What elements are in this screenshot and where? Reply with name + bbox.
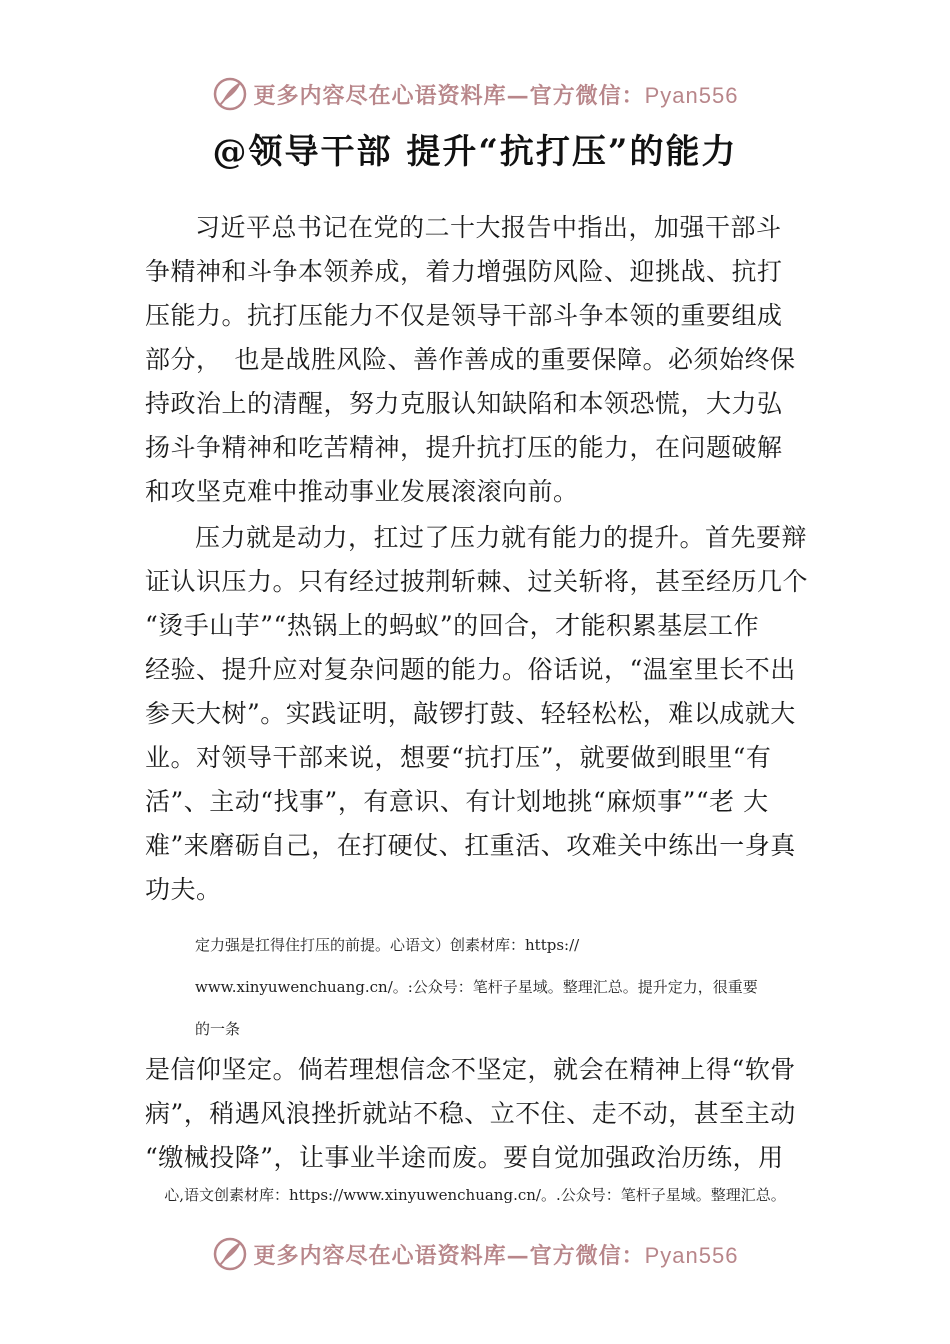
feather-pen-logo-icon [212, 1236, 248, 1272]
banner-text: 更多内容尽在心语资料库—官方微信：Pyan556 [253, 82, 739, 109]
paragraph-2-line: 活”、主动“找事”，有意识、有计划地挑“麻烦事”“老 大 [145, 787, 769, 816]
small-note-line: 的一条 [195, 1020, 241, 1038]
wechat-handle: Pyan556 [644, 82, 739, 108]
paragraph-2-line: 难”来磨砺自己，在打硬仗、扛重活、攻难关中练出一身真 [145, 831, 796, 860]
footer-banner [0, 1232, 950, 1276]
paragraph-3-line: “缴械投降”，让事业半途而废。要自觉加强政治历练，用 [145, 1143, 784, 1172]
paragraph-1-line: 部分， 也是战胜风险、善作善成的重要保障。必须始终保 [145, 345, 796, 374]
header-banner [0, 72, 950, 116]
paragraph-3-line: 是信仰坚定。倘若理想信念不坚定，就会在精神上得“软骨 [145, 1055, 796, 1084]
paragraph-1-line: 习近平总书记在党的二十大报告中指出，加强干部斗 [195, 213, 782, 242]
paragraph-1-line: 持政治上的清醒，努力克服认知缺陷和本领恐慌，大力弘 [145, 389, 783, 418]
small-note-line: 定力强是扛得住打压的前提。心语文）创素材库：https:// [195, 936, 580, 954]
paragraph-2-line: 功夫。 [145, 875, 222, 904]
wechat-handle: Pyan556 [644, 1242, 739, 1268]
paragraph-1-line: 争精神和斗争本领养成，着力增强防风险、迎挑战、抗打 [145, 257, 783, 286]
paragraph-2-line: 业。对领导干部来说，想要“抗打压”，就要做到眼里“有 [145, 743, 772, 772]
paragraph-3-line: 病”，稍遇风浪挫折就站不稳、立不住、走不动，甚至主动 [145, 1099, 796, 1128]
feather-pen-logo-icon [212, 76, 248, 112]
paragraph-1-line: 和攻坚克难中推动事业发展滚滚向前。 [145, 477, 579, 506]
paragraph-2-line: 证认识压力。只有经过披荆斩棘、过关斩将，甚至经历几个 [145, 567, 809, 596]
paragraph-1-line: 扬斗争精神和吃苦精神，提升抗打压的能力，在问题破解 [145, 433, 783, 462]
footer-note: 心,语文创素材库：https://www.xinyuwenchuang.cn/。.公众号：笔杆子星域。整理汇总。 [164, 1186, 786, 1204]
banner-text: 更多内容尽在心语资料库—官方微信：Pyan556 [253, 1242, 739, 1269]
paragraph-2-line: 压力就是动力，扛过了压力就有能力的提升。首先要辩 [195, 523, 808, 552]
paragraph-1-line: 压能力。抗打压能力不仅是领导干部斗争本领的重要组成 [145, 301, 783, 330]
page-title: @领导干部 提升“抗打压”的能力 [212, 132, 738, 172]
small-note-line: www.xinyuwenchuang.cn/。:公众号：笔杆子星域。整理汇总。提升定力，很重要 [195, 978, 758, 996]
paragraph-2-line: 参天大树”。实践证明，敲锣打鼓、轻轻松松，难以成就大 [145, 699, 796, 728]
paragraph-2-line: 经验、提升应对复杂问题的能力。俗话说，“温室里长不出 [145, 655, 796, 684]
paragraph-2-line: “烫手山芋”“热锅上的蚂蚁”的回合，才能积累基层工作 [145, 611, 760, 640]
